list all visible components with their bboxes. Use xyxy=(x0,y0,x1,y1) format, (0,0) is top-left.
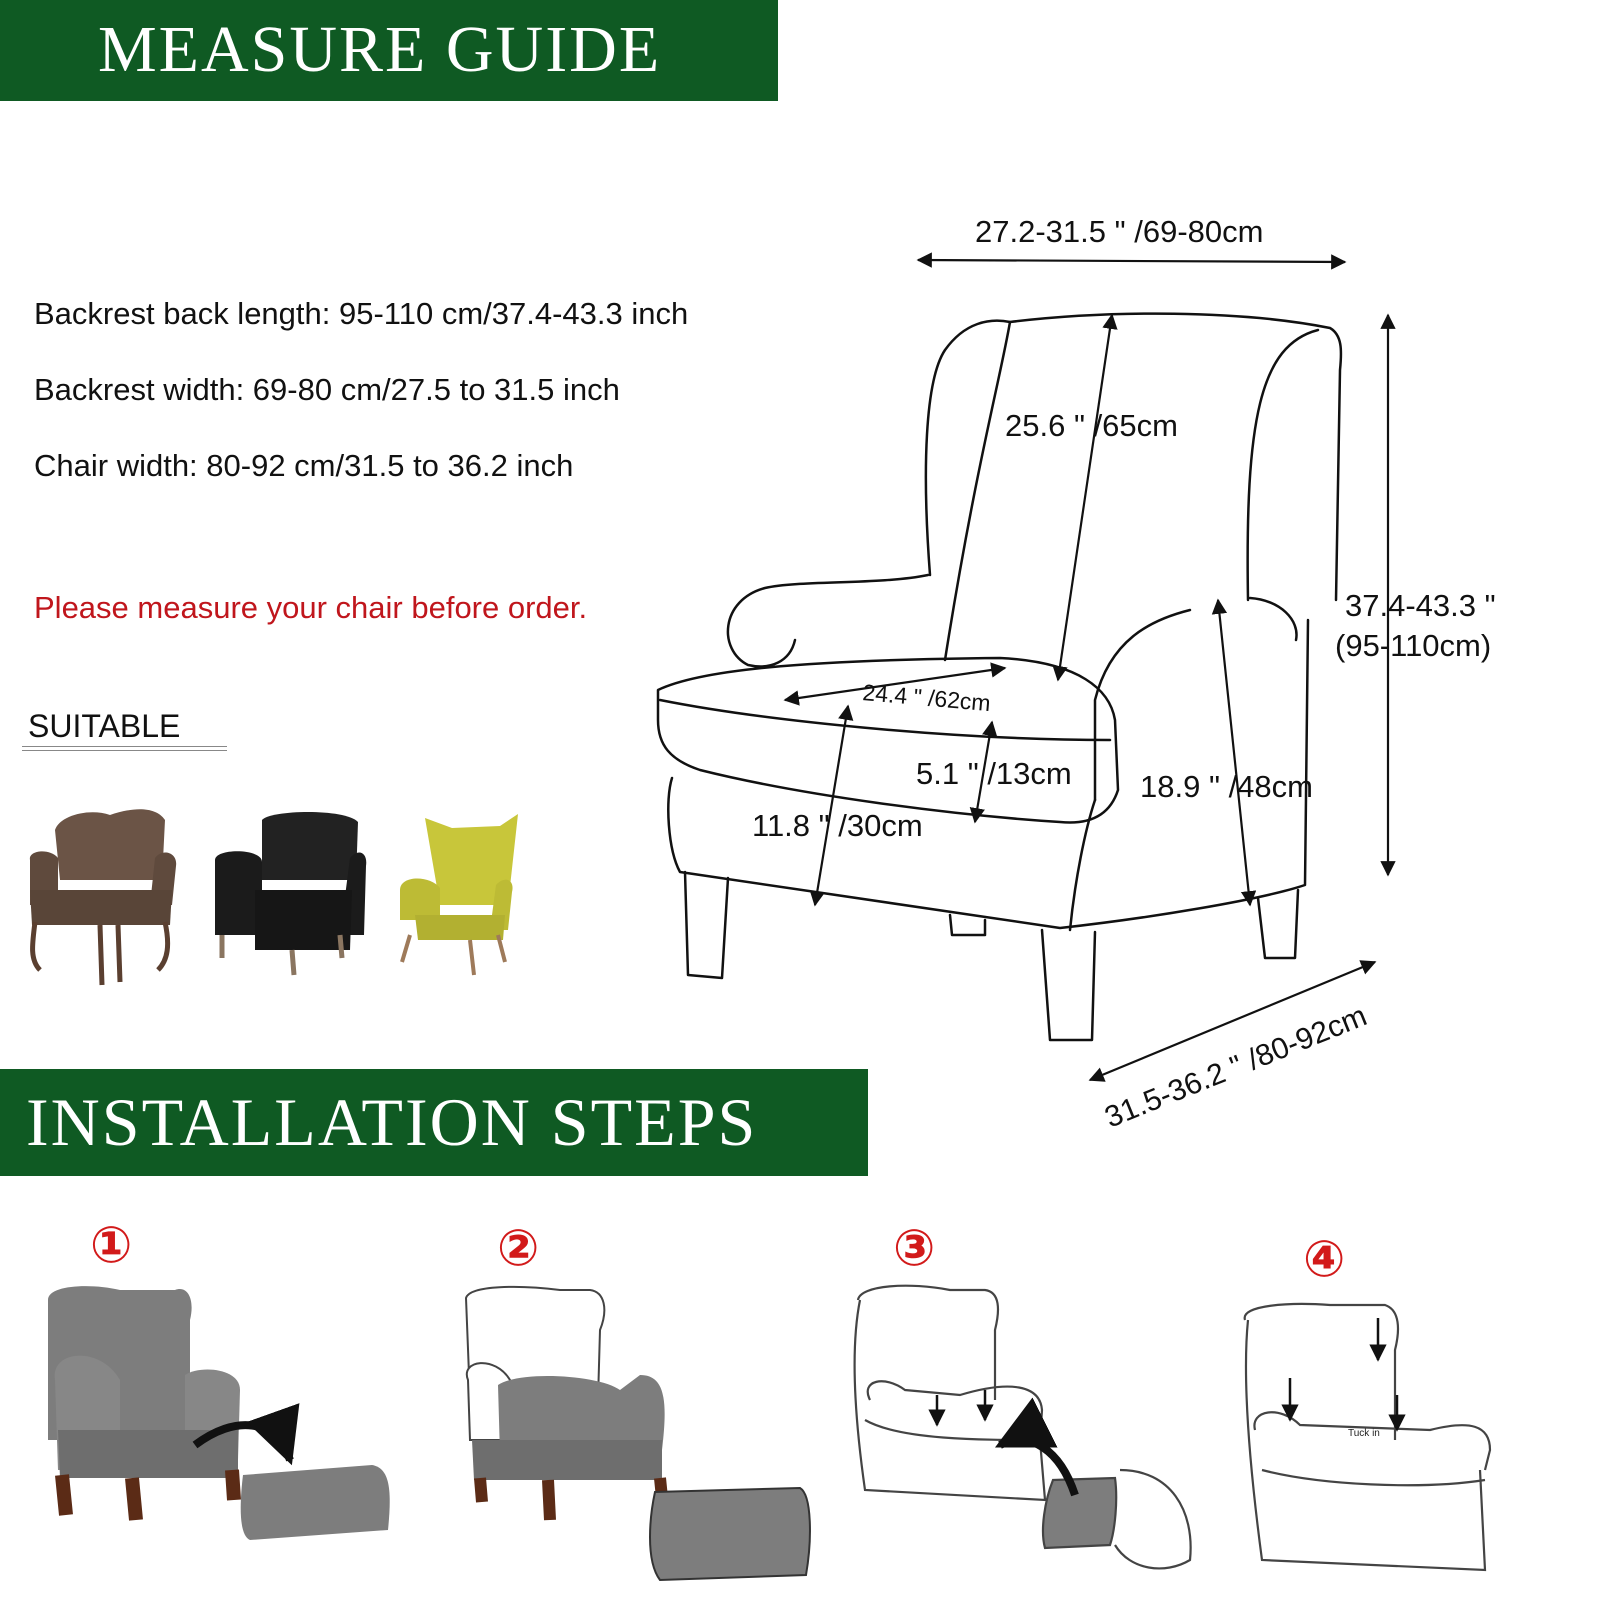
chair-left-arm xyxy=(728,575,928,666)
chair-leg-front-right xyxy=(1042,930,1095,1040)
chair-leg-middle xyxy=(950,915,985,935)
step-2-illustration xyxy=(466,1287,810,1580)
suitable-chair-black-leather xyxy=(215,812,366,975)
step-4-tuck-label: Tuck in xyxy=(1348,1428,1380,1439)
step-3-number: ③ xyxy=(893,1220,936,1276)
step-1-illustration xyxy=(48,1286,390,1540)
arm-height-arrow xyxy=(1218,600,1250,905)
main-chair-diagram xyxy=(658,314,1341,1040)
step-3-illustration xyxy=(855,1286,1191,1569)
spec-backrest-length: Backrest back length: 95-110 cm/37.4-43.3 inch xyxy=(34,296,689,331)
suitable-chair-yellow xyxy=(400,814,518,975)
label-arm-height: 18.9 " /48cm xyxy=(1140,769,1313,804)
chair-left-wing xyxy=(945,322,1010,660)
measure-guide-title: MEASURE GUIDE xyxy=(98,13,662,86)
installation-title: INSTALLATION STEPS xyxy=(26,1084,758,1160)
step-1-number: ① xyxy=(90,1217,133,1273)
label-seat-depth: 24.4 " /62cm xyxy=(861,679,992,717)
step-4-number: ④ xyxy=(1303,1231,1346,1287)
backrest-width-arrow xyxy=(918,260,1345,262)
label-backrest-width: 27.2-31.5 " /69-80cm xyxy=(975,214,1264,249)
suitable-label: SUITABLE xyxy=(28,708,181,744)
chair-right-wing xyxy=(1248,330,1318,600)
seat-front-height-arrow xyxy=(815,706,848,905)
label-total-height-cm: (95-110cm) xyxy=(1335,628,1492,663)
label-seat-front-height: 11.8 " /30cm xyxy=(752,808,923,843)
measure-warning: Please measure your chair before order. xyxy=(34,590,588,625)
label-chair-width: 31.5-36.2 " /80-92cm xyxy=(1100,999,1372,1135)
label-total-height-in: 37.4-43.3 " xyxy=(1345,588,1496,623)
suitable-chair-brown xyxy=(30,809,176,985)
label-back-height: 25.6 " /65cm xyxy=(1005,408,1178,443)
label-cushion-thickness: 5.1 " /13cm xyxy=(916,756,1072,791)
spec-chair-width: Chair width: 80-92 cm/31.5 to 36.2 inch xyxy=(34,448,574,483)
dimension-arrows xyxy=(785,260,1388,1080)
chair-leg-front-left xyxy=(685,872,728,978)
step-2-number: ② xyxy=(497,1220,540,1276)
back-height-arrow xyxy=(1058,315,1112,680)
chair-leg-back-right xyxy=(1258,890,1298,958)
spec-backrest-width: Backrest width: 69-80 cm/27.5 to 31.5 inch xyxy=(34,372,620,407)
